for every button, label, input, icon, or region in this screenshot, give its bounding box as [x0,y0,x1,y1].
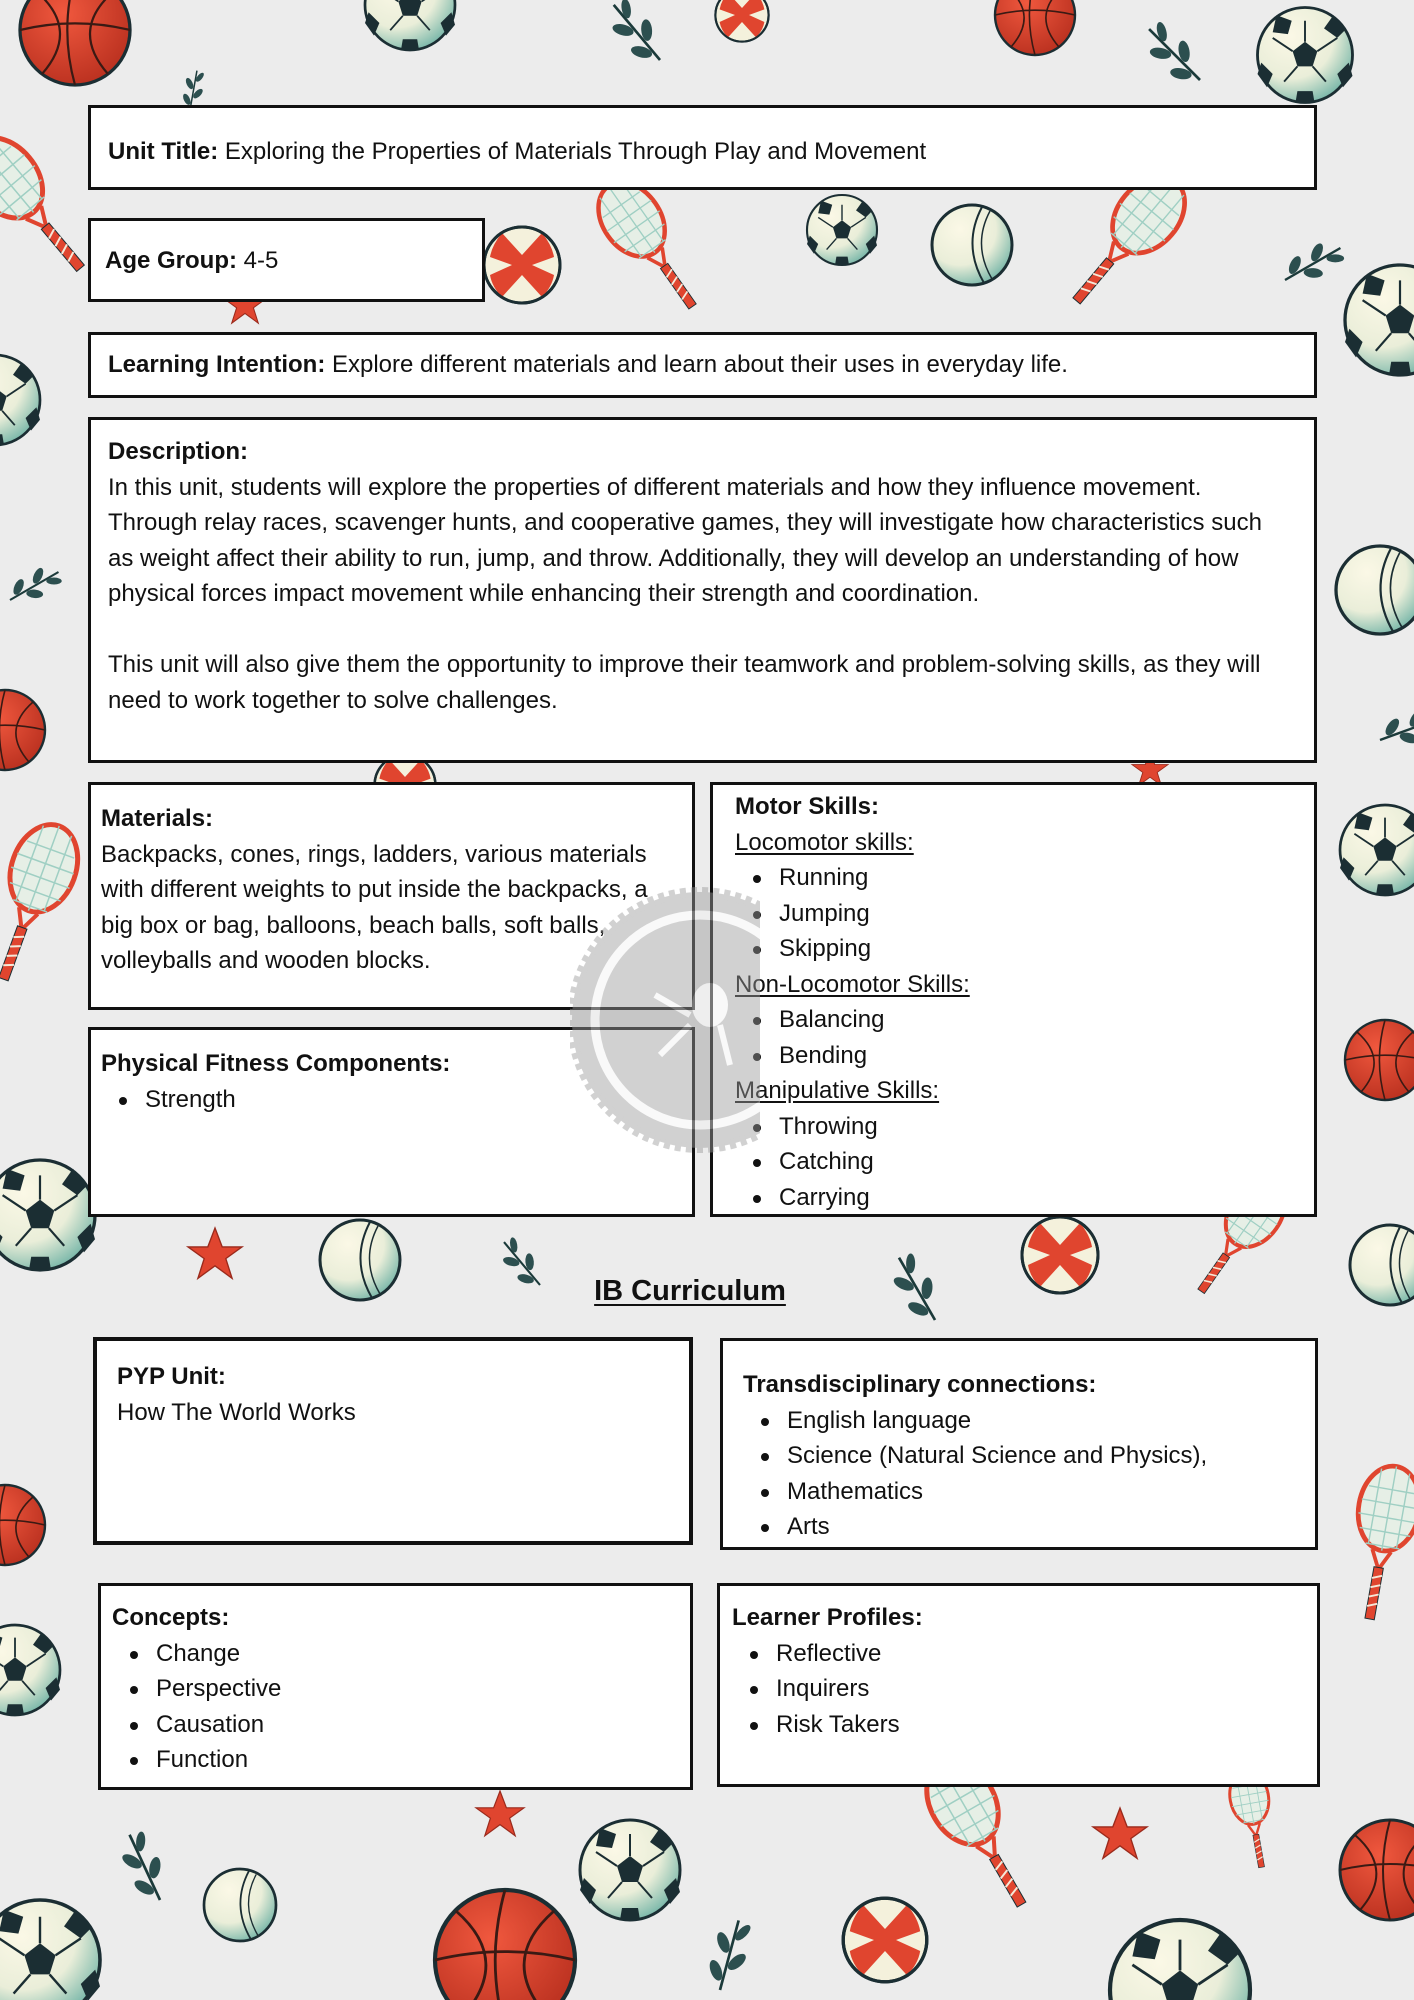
locomotor-skills-list [735,860,1314,967]
transdisciplinary-list [743,1403,1315,1545]
transdisciplinary-label: Transdisciplinary connections: [743,1371,1097,1398]
physical-fitness-list [101,1082,692,1118]
skill-item: Carrying [779,1180,1314,1216]
non-locomotor-skills-list [735,1002,1314,1073]
learning-intention-value: Explore different materials and learn about their uses in everyday life. [331,351,1068,378]
concepts-box [98,1583,693,1790]
materials-label: Materials: [101,805,214,832]
transdisciplinary-item: Mathematics [787,1474,1315,1510]
skill-item: Skipping [779,931,1314,967]
learner-profile-item: Reflective [776,1636,1317,1672]
concept-item: Causation [156,1707,690,1743]
motor-skills-box [710,782,1317,1217]
concept-item: Function [156,1742,690,1778]
unit-title-label: Unit Title: [108,138,219,165]
age-group-value: 4-5 [243,247,279,274]
non-locomotor-skills-heading: Non-Locomotor Skills: [735,970,970,998]
age-group-box [88,218,485,302]
learner-profile-item: Risk Takers [776,1707,1317,1743]
transdisciplinary-item: Science (Natural Science and Physics), [787,1438,1315,1474]
concepts-label: Concepts: [112,1604,230,1631]
motor-skills-label: Motor Skills: [735,793,880,820]
ib-curriculum-title: IB Curriculum [594,1275,786,1307]
learning-intention-label: Learning Intention: [108,351,326,378]
concepts-list [112,1636,690,1778]
materials-value: Backpacks, cones, rings, ladders, various materials with different weights to put inside the backpacks, a big box or bag, balloons, beach balls, soft balls, volleyballs and wooden blocks. [101,840,648,974]
skill-item: Balancing [779,1002,1314,1038]
physical-fitness-label: Physical Fitness Components: [101,1050,451,1077]
skill-item: Jumping [779,896,1314,932]
learner-profiles-box [717,1583,1320,1787]
skill-item: Bending [779,1038,1314,1074]
physical-fitness-box [88,1027,695,1217]
materials-box [88,782,695,1010]
manipulative-skills-list [735,1109,1314,1216]
pyp-unit-value: How The World Works [117,1398,356,1426]
concept-item: Change [156,1636,690,1672]
skill-item: Throwing [779,1109,1314,1145]
physical-fitness-item: Strength [145,1082,692,1118]
pyp-unit-label: PYP Unit: [117,1363,226,1390]
description-label: Description: [108,438,249,465]
age-group-label: Age Group: [105,247,237,274]
pyp-unit-box [93,1337,693,1545]
transdisciplinary-item: Arts [787,1509,1315,1545]
transdisciplinary-box [720,1338,1318,1550]
description-paragraph-1: In this unit, students will explore the properties of different materials and how they influence movement. Through relay races, scavenger hunts, and cooperative games, they will investigate how characteristics such as weight affect their ability to run, jump, and throw. Additionally, they will develop an understanding of how physical forces impact movement while enhancing their strength and coordination. [108,473,1262,607]
transdisciplinary-item: English language [787,1403,1315,1439]
learner-profile-item: Inquirers [776,1671,1317,1707]
locomotor-skills-heading: Locomotor skills: [735,828,914,856]
description-box [88,417,1317,763]
skill-item: Catching [779,1144,1314,1180]
learner-profiles-label: Learner Profiles: [732,1604,923,1631]
concept-item: Perspective [156,1671,690,1707]
skill-item: Running [779,860,1314,896]
learner-profiles-list [732,1636,1317,1743]
learning-intention-box [88,332,1317,398]
description-paragraph-2: This unit will also give them the opportunity to improve their teamwork and problem-solving skills, as they will need to work together to solve challenges. [108,651,1261,714]
manipulative-skills-heading: Manipulative Skills: [735,1077,940,1104]
unit-title-box [88,105,1317,190]
unit-title-value: Exploring the Properties of Materials Through Play and Movement [224,138,927,165]
